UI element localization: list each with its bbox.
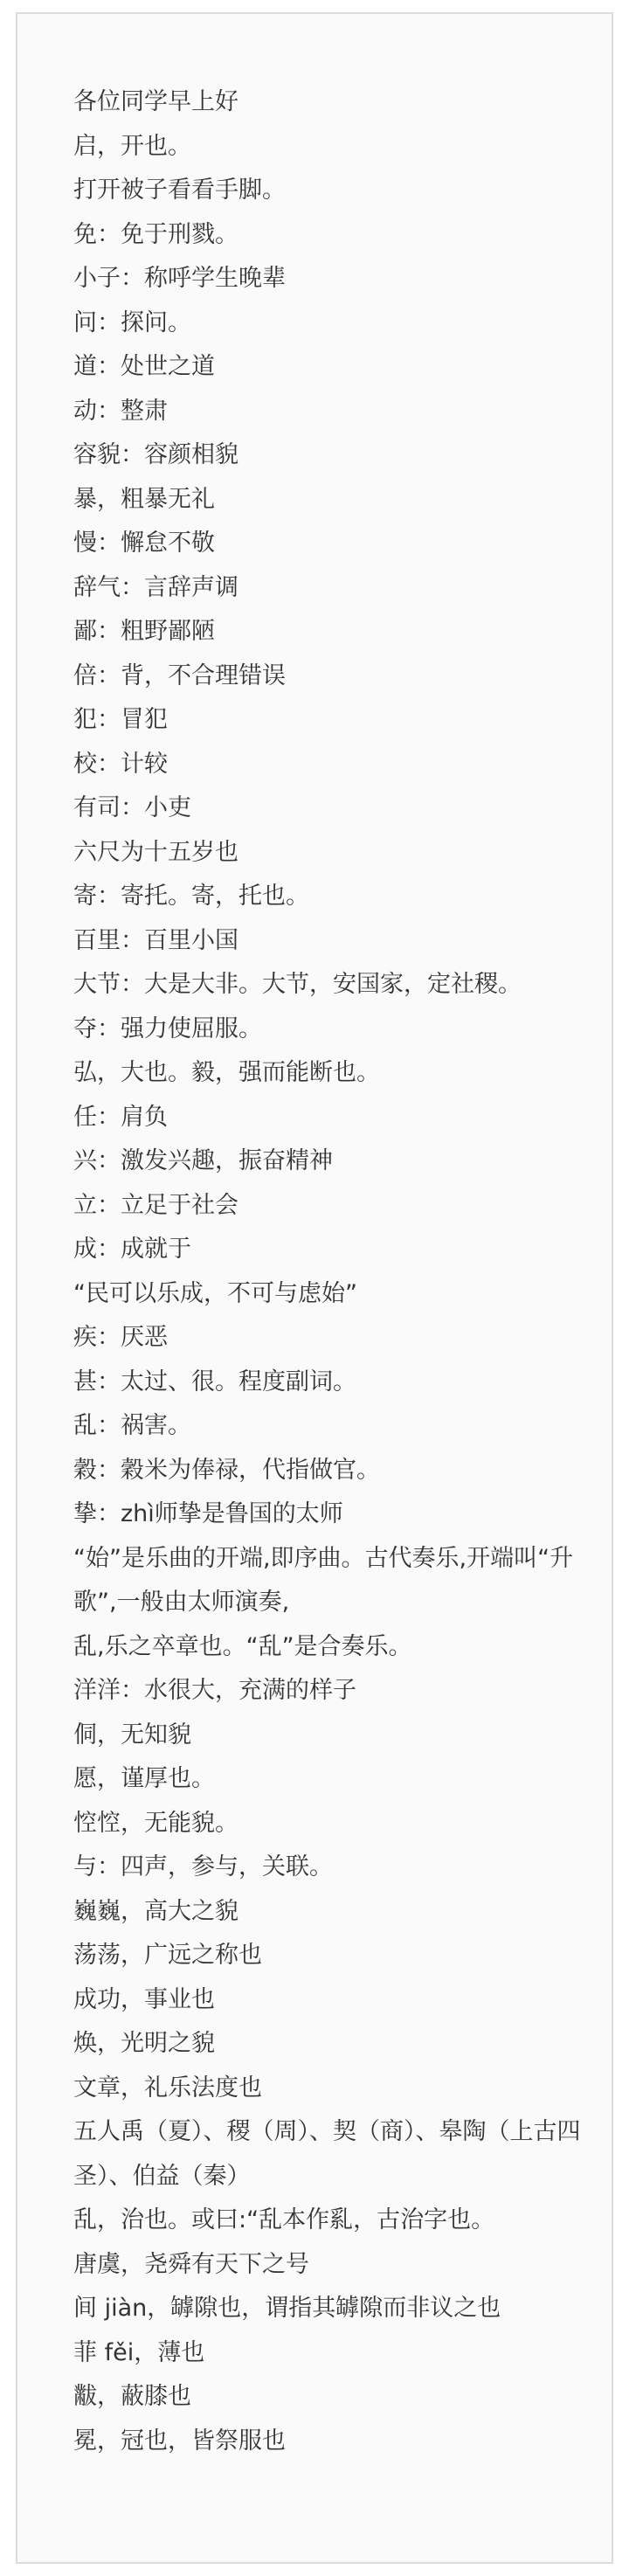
note-line: 菲 fěi，薄也 (73, 2338, 205, 2366)
note-line-greeting: 各位同学早上好 (73, 88, 238, 115)
note-line: 问：探问。 (73, 308, 191, 336)
note-line: 挚：zhì师挚是鲁国的太师 (73, 1500, 343, 1527)
note-line: 间 jiàn，罅隙也，谓指其罅隙而非议之也 (73, 2295, 501, 2322)
note-line: 容貌：容颜相貌 (73, 441, 238, 468)
note-line: 乱：祸害。 (73, 1412, 191, 1439)
note-line: 慢：懈怠不敬 (73, 530, 215, 557)
note-line: 倍：背，不合理错误 (73, 661, 286, 689)
note-line: 免：免于刑戮。 (73, 220, 238, 248)
note-line: 任：肩负 (73, 1103, 168, 1131)
note-line: 文章，礼乐法度也 (73, 2074, 262, 2102)
note-line: 乱,乐之卒章也。“乱”是合奏乐。 (73, 1632, 412, 1660)
note-line: 弘，大也。毅，强而能断也。 (73, 1059, 380, 1086)
note-line: 五人禹（夏）、稷（周）、契（商）、皋陶（上古四圣）、伯益（秦） (73, 2118, 581, 2190)
note-line: 动：整肃 (73, 397, 168, 425)
note-line: 暴，粗暴无礼 (73, 485, 215, 513)
note-body (73, 80, 589, 2463)
note-line: 成：成就于 (73, 1236, 191, 1263)
note-line: 启，开也。 (73, 132, 191, 160)
note-line: 大节：大是大非。大节，安国家，定社稷。 (73, 971, 522, 998)
note-line: 鄙：粗野鄙陋 (73, 618, 215, 645)
note-line: 焕，光明之貌 (73, 2030, 215, 2057)
note-line: 疾：厌恶 (73, 1324, 168, 1351)
note-line: 寄：寄托。寄，托也。 (73, 883, 309, 910)
note-line: 六尺为十五岁也 (73, 838, 238, 866)
note-line: 兴：激发兴趣，振奋精神 (73, 1147, 333, 1174)
note-line: 打开被子看看手脚。 (73, 177, 286, 204)
note-line: 与：四声，参与，关联。 (73, 1853, 333, 1880)
note-line: 犯：冒犯 (73, 706, 168, 733)
note-line: 穀：穀米为俸禄，代指做官。 (73, 1456, 380, 1484)
note-line: 有司：小吏 (73, 794, 191, 821)
note-line: 愿，谨厚也。 (73, 1765, 215, 1792)
note-line: 洋洋：水很大，充满的样子 (73, 1677, 356, 1704)
note-line: 巍巍，高大之貌 (73, 1897, 238, 1925)
note-line: 乱，治也。或曰:“乱本作乿，古治字也。 (73, 2206, 495, 2233)
note-line: 侗，无知貌 (73, 1721, 191, 1748)
note-line: 夺：强力使屈服。 (73, 1014, 262, 1042)
note-line: 小子：称呼学生晚辈 (73, 265, 286, 292)
note-line: “始”是乐曲的开端,即序曲。古代奏乐,开端叫“升歌”,一般由太师演奏, (73, 1544, 574, 1616)
note-line: 道：处世之道 (73, 353, 215, 380)
note-line-quote: “民可以乐成，不可与虑始” (73, 1279, 357, 1307)
note-line: 校：计较 (73, 750, 168, 778)
note-line: 立：立足于社会 (73, 1191, 238, 1219)
note-line: 冕，冠也，皆祭服也 (73, 2427, 286, 2455)
note-line: 悾悾，无能貌。 (73, 1809, 238, 1837)
note-line: 辞气：言辞声调 (73, 573, 238, 601)
note-line: 唐虞，尧舜有天下之号 (73, 2250, 309, 2278)
note-card (16, 12, 613, 2564)
note-line: 荡荡，广远之称也 (73, 1942, 262, 1969)
note-line: 甚：太过、很。程度副词。 (73, 1368, 356, 1395)
note-line: 百里：百里小国 (73, 926, 238, 954)
note-line: 成功，事业也 (73, 1985, 215, 2013)
note-line: 黻，蔽膝也 (73, 2383, 191, 2410)
